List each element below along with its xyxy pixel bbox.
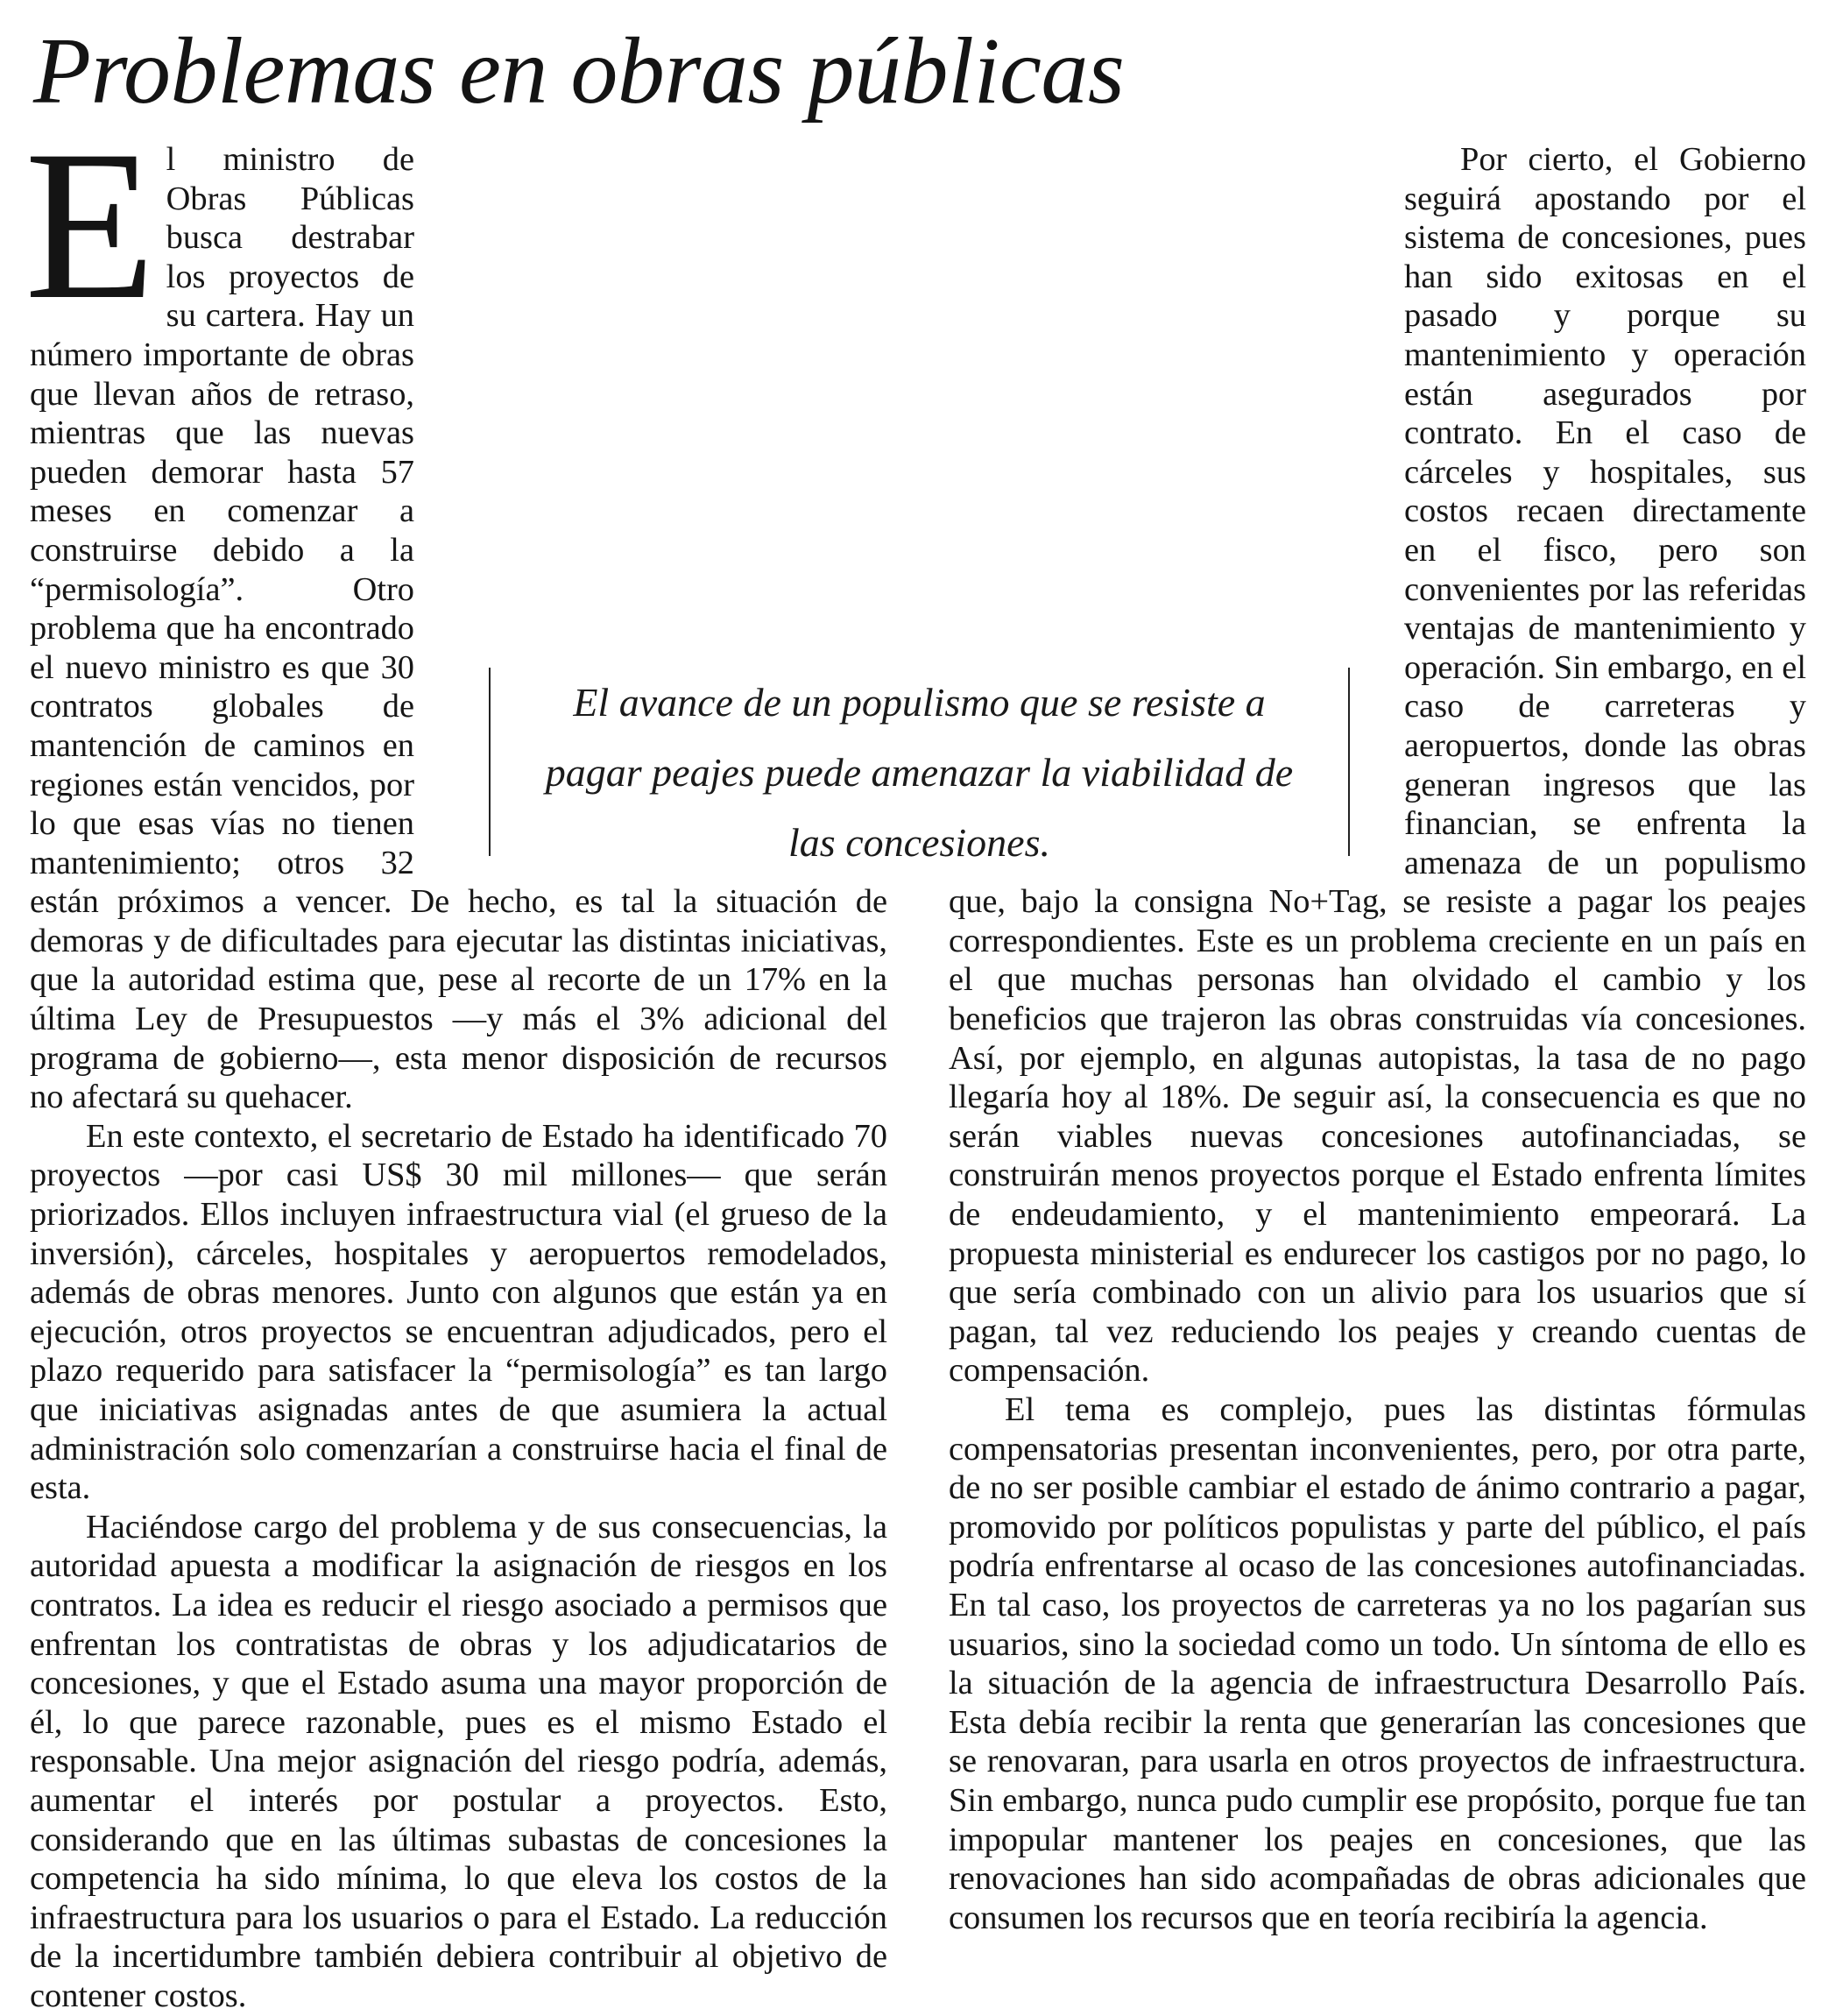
drop-cap: E <box>25 106 156 343</box>
pull-quote <box>489 668 1350 865</box>
left-paragraph-3: Haciéndose cargo del problema y de sus consecuencias, la autoridad apuesta a modificar la asignación de riesgos en los contratos. La idea es reducir el riesgo asociado a permisos que enfrentan los contratistas de obras y los adjudicatarios de concesiones, y que el Estado asuma una mayor proporción de él, lo que parece razonable, pues es el mismo Estado el responsable. Una mejor asignación del riesgo podría, además, aumentar el interés por postular a proyectos. Esto, considerando que en las últimas subastas de concesiones la competencia ha sido mínima, lo que eleva los costos de la infraestructura para los usuarios o para el Estado. La reducción de la incertidumbre también debiera contribuir al objetivo de contener costos. <box>30 1508 887 2014</box>
left-paragraph-1: El ministro de Obras Públicas busca destrabar los proyectos de su cartera. Hay un número importante de obras que llevan años de retraso, mientras que las nuevas pueden demorar hasta 57 meses en comenzar a construirse debido a la “permisología”. Otro problema que ha encontrado el nuevo ministro es que 30 contratos globales de mantención de caminos en regiones están vencidos, por lo que esas vías no tienen mantenimiento; otros 32 están próximos a vencer. De hecho, es tal la situación de demoras y de dificultades para ejecutar las distintas iniciativas, que la autoridad estima que, pese al recorte de un 17% en la última Ley de Presupuestos —y más el 3% adicional del programa de gobierno—, esta menor disposición de recursos no afectará su quehacer. <box>25 106 887 1116</box>
right-paragraph-2: El tema es complejo, pues las distintas fórmulas compensatorias presentan inconvenientes, pero, por otra parte, de no ser posible cambiar el estado de ánimo contrario a pagar, promovido por políticos populistas y parte del público, el país podría enfrentarse al ocaso de las concesiones autofinanciadas. En tal caso, los proyectos de carreteras ya no los pagarían sus usuarios, sino la sociedad como un todo. Un síntoma de ello es la situación de la agencia de infraestructura Desarrollo País. Esta debía recibir la renta que generarían las concesiones que se renovaran, para usarla en otros proyectos de infraestructura. Sin embargo, nunca pudo cumplir ese propósito, porque fue tan impopular mantener los peajes en concesiones, que las renovaciones han sido acompañadas de obras adicionales que consumen los recursos que en teoría recibiría la agencia. <box>949 1391 1806 1936</box>
left-column <box>25 106 887 2016</box>
right-column <box>949 140 1806 1937</box>
right-paragraph-1: Por cierto, el Gobierno seguirá apostando por el sistema de concesiones, pues han sido exitosas en el pasado y porque su mantenimiento y operación están asegurados por contrato. En el caso de cárceles y hospitales, sus costos recaen directamente en el fisco, pero son convenientes por las referidas ventajas de mantenimiento y operación. Sin embargo, en el caso de carreteras y aeropuertos, donde las obras generan ingresos que las financian, se enfrenta la amenaza de un populismo que, bajo la consigna No+Tag, se resiste a pagar los peajes correspondientes. Este es un problema creciente en un país en el que muchas personas han olvidado el cambio y los beneficios que trajeron las obras construidas vía concesiones. Así, por ejemplo, en algunas autopistas, la tasa de no pago llegaría hoy al 18%. De seguir así, la consecuencia es que no serán viables nuevas concesiones autofinanciadas, se construirán menos proyectos porque el Estado enfrenta límites de endeudamiento, y el mantenimiento empeorará. La propuesta ministerial es endurecer los castigos por no pago, lo que sería combinado con un alivio para los usuarios que sí pagan, tal vez reduciendo los peajes y creando cuentas de compensación. <box>949 141 1806 1390</box>
left-paragraph-2: En este contexto, el secretario de Estado ha identificado 70 proyectos —por casi US$ 30 mil millones— que serán priorizados. Ellos incluyen infraestructura vial (el grueso de la inversión), cárceles, hospitales y aeropuertos remodelados, además de obras menores. Junto con algunos que están ya en ejecución, otros proyectos se encuentran adjudicados, pero el plazo requerido para satisfacer la “permisología” es tan largo que iniciativas asignadas antes de que asumiera la actual administración solo comenzarían a construirse hacia el final de esta. <box>30 1117 887 1507</box>
article-title: Problemas en obras públicas <box>33 19 1125 124</box>
pull-quote-text: El avance de un populismo que se resiste a pagar peajes puede amenazar la viabilidad de las concesiones. <box>545 680 1294 865</box>
